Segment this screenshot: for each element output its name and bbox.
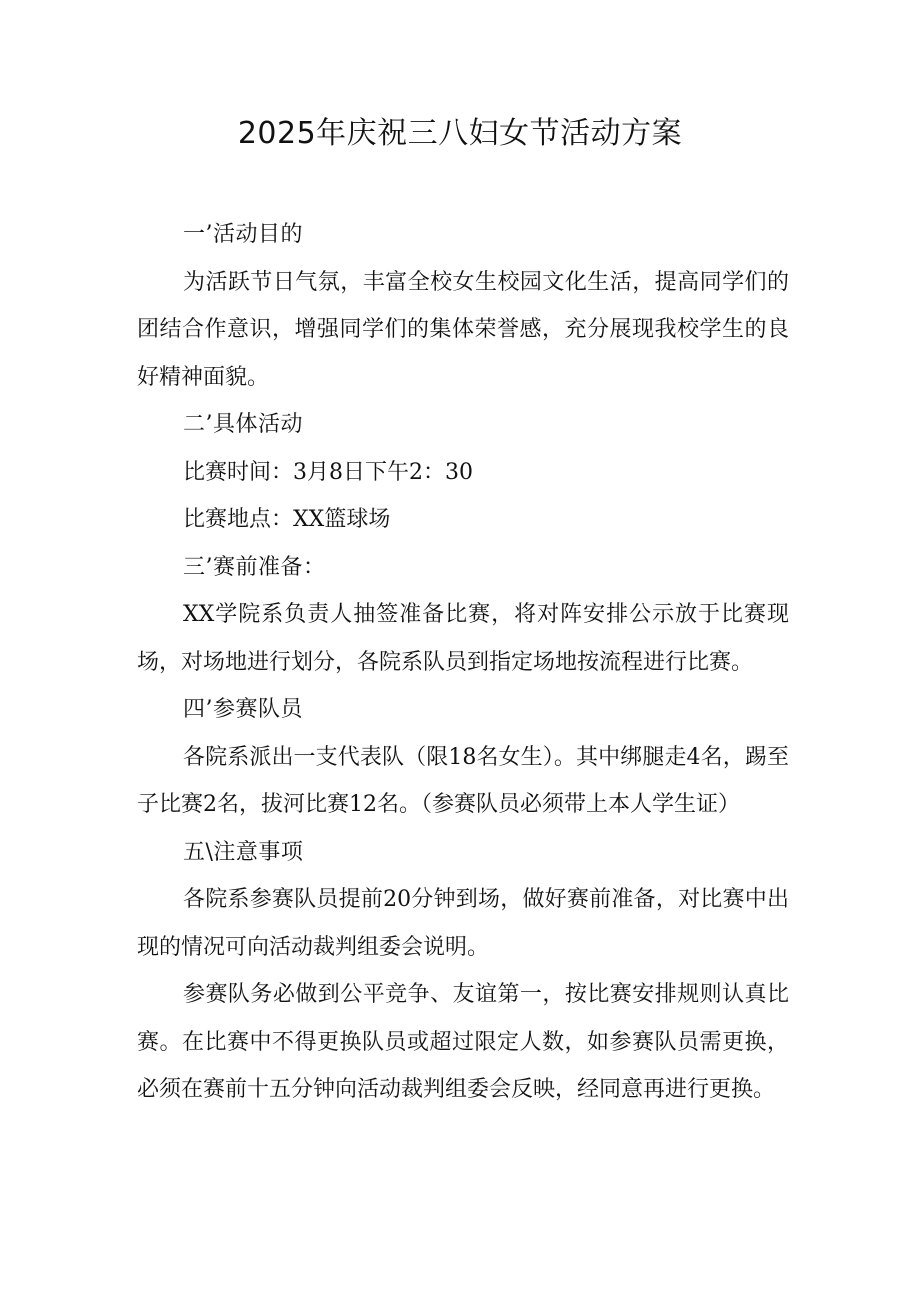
document-body bbox=[137, 211, 789, 1114]
paragraph-participants: 各院系派出一支代表队（限18名女生）。其中绑腿走4名，踢至子比赛2名，拔河比赛12名。（参赛队员必须带上本人学生证） bbox=[137, 744, 789, 817]
paragraph-purpose: 为活跃节日气氛，丰富全校女生校园文化生活，提高同学们的团结合作意识，增强同学们的集体荣誉感，充分展现我校学生的良好精神面貌。 bbox=[137, 269, 789, 390]
paragraph-match-venue: 比赛地点：XX篮球场 bbox=[183, 507, 391, 532]
section-heading-preparation: 三’赛前准备： bbox=[183, 554, 326, 580]
paragraph-notes-fairplay: 参赛队务必做到公平竞争、友谊第一，按比赛安排规则认真比赛。在比赛中不得更换队员或超过限定人数，如参赛队员需更换，必须在赛前十五分钟向活动裁判组委会反映，经同意再进行更换。 bbox=[137, 982, 789, 1102]
paragraph-preparation: XX学院系负责人抽签准备比赛，将对阵安排公示放于比赛现场，对场地进行划分，各院系队员到指定场地按流程进行比赛。 bbox=[137, 602, 789, 675]
document-title: 2025年庆祝三八妇女节活动方案 bbox=[237, 116, 683, 151]
paragraph-notes-arrival: 各院系参赛队员提前20分钟到场，做好赛前准备，对比赛中出现的情况可向活动裁判组委会说明。 bbox=[137, 887, 789, 960]
paragraph-match-time: 比赛时间：3月8日下午2：30 bbox=[183, 459, 473, 485]
section-heading-purpose: 一’活动目的 bbox=[183, 222, 303, 247]
section-heading-activity: 二’具体活动 bbox=[183, 412, 303, 437]
section-heading-participants: 四’参赛队员 bbox=[183, 697, 303, 722]
section-heading-notes: 五\注意事项 bbox=[183, 839, 304, 865]
